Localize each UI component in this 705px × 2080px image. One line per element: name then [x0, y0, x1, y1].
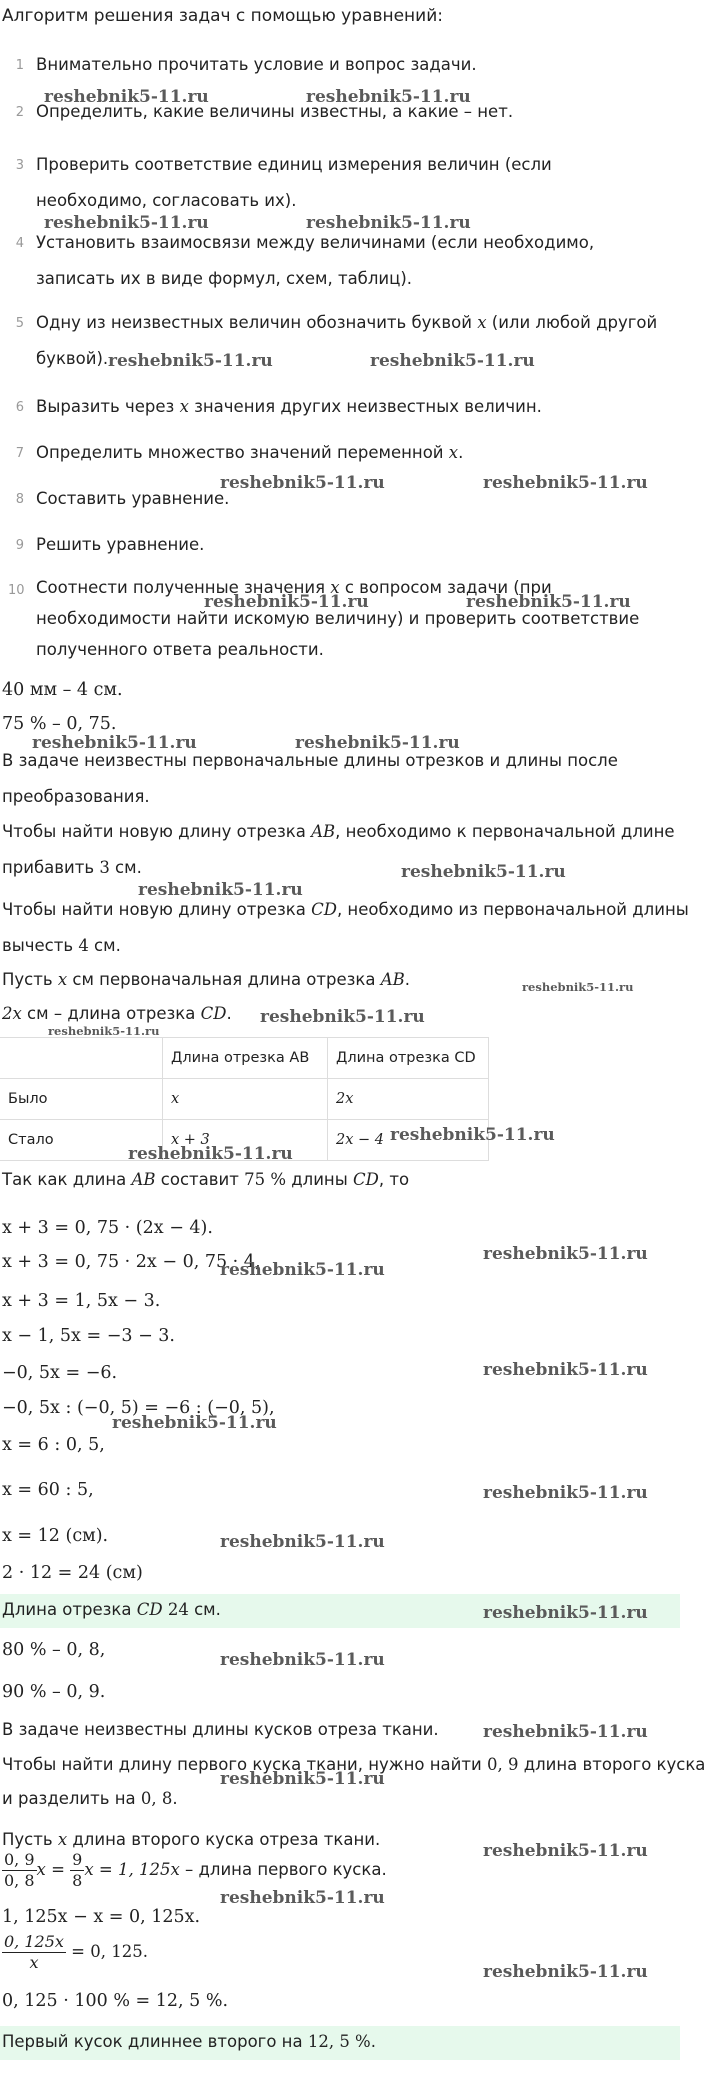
equation: x = 12 (см). — [2, 1526, 109, 1546]
watermark: reshebnik5-11.ru — [306, 87, 471, 107]
watermark: reshebnik5-11.ru — [390, 1125, 555, 1145]
list-text: Определить, какие величины известны, а какие – нет. — [36, 102, 514, 121]
list-number: 8 — [15, 492, 24, 507]
paragraph: 2x см – длина отрезка CD. — [2, 1004, 232, 1023]
watermark: reshebnik5-11.ru — [483, 473, 648, 493]
watermark: reshebnik5-11.ru — [220, 473, 385, 493]
list-number: 9 — [15, 538, 24, 553]
unit-conversion: 90 % – 0, 9. — [2, 1682, 106, 1702]
equation: −0, 5x = −6. — [2, 1363, 118, 1383]
watermark: reshebnik5-11.ru — [108, 351, 273, 371]
list-text: Соотнести полученные значения x с вопросом задачи (при необходимости найти искомую величину) и проверить соответствие полученного ответа реальности. — [36, 578, 640, 659]
watermark: reshebnik5-11.ru — [466, 592, 631, 612]
watermark: reshebnik5-11.ru — [306, 213, 471, 233]
equation: x + 3 = 0, 75 · (2x − 4). — [2, 1218, 213, 1238]
list-number: 3 — [15, 158, 24, 173]
fraction: $\frac{0, 125x}{x}$ — [4, 1932, 64, 1972]
paragraph: преобразования. — [2, 787, 150, 806]
table-cell: x — [163, 1079, 328, 1120]
equation: x + 3 = 1, 5x − 3. — [2, 1291, 161, 1311]
list-text: Определить множество значений переменной x. — [36, 443, 464, 462]
answer-text: Длина отрезка CD 24 см. — [2, 1600, 221, 1619]
watermark: reshebnik5-11.ru — [220, 1888, 385, 1908]
list-number: 7 — [15, 446, 24, 461]
table-cell: 2x — [328, 1079, 489, 1120]
list-text: Одну из неизвестных величин обозначить буквой x (или любой другой буквой). — [36, 313, 658, 368]
list-number: 4 — [15, 236, 24, 251]
paragraph: вычесть 4 см. — [2, 936, 121, 955]
unit-conversion: 40 мм – 4 см. — [2, 680, 123, 700]
equation: −0, 5x : (−0, 5) = −6 : (−0, 5), — [2, 1398, 275, 1418]
paragraph: Чтобы найти новую длину отрезка CD, необходимо из первоначальной длины — [2, 900, 689, 919]
list-text: Проверить соответствие единиц измерения величин (если необходимо, согласовать их). — [36, 155, 552, 210]
list-text: Внимательно прочитать условие и вопрос задачи. — [36, 55, 477, 74]
unit-conversion: 75 % – 0, 75. — [2, 714, 117, 734]
paragraph: Пусть x длина второго куска отреза ткани. — [2, 1830, 381, 1849]
watermark: reshebnik5-11.ru — [220, 1260, 385, 1280]
list-text: Выразить через x значения других неизвестных величин. — [36, 397, 542, 416]
paragraph: Чтобы найти длину первого куска ткани, нужно найти 0, 9 длина второго куска — [2, 1755, 705, 1774]
fraction: $\frac{9}{8}$ — [72, 1850, 83, 1890]
watermark: reshebnik5-11.ru — [370, 351, 535, 371]
paragraph: Так как длина AB составит 75 % длины CD, то — [2, 1170, 410, 1189]
fraction: $\frac{0, 9}{0, 8}$ — [4, 1850, 35, 1890]
watermark: reshebnik5-11.ru — [32, 733, 197, 753]
watermark: reshebnik5-11.ru — [220, 1650, 385, 1670]
watermark: reshebnik5-11.ru — [295, 733, 460, 753]
list-number: 2 — [15, 105, 24, 120]
watermark: reshebnik5-11.ru — [483, 1722, 648, 1742]
equation: $\frac{0, 125x}{x}$ = 0, 125. — [4, 1932, 148, 1972]
watermark: reshebnik5-11.ru — [483, 1244, 648, 1264]
watermark: reshebnik5-11.ru — [204, 592, 369, 612]
equation: $\frac{0, 9}{0, 8}$ x = $\frac{9}{8}$ x = 1, 125x – длина первого куска. — [4, 1850, 387, 1890]
paragraph: Пусть x см первоначальная длина отрезка AB. — [2, 970, 411, 989]
list-number: 6 — [15, 400, 24, 415]
watermark: reshebnik5-11.ru — [260, 1007, 425, 1027]
watermark: reshebnik5-11.ru — [112, 1413, 277, 1433]
equation: x = 6 : 0, 5, — [2, 1435, 105, 1455]
table-row — [0, 1079, 489, 1120]
list-text: Составить уравнение. — [36, 489, 230, 508]
watermark: reshebnik5-11.ru — [483, 1962, 648, 1982]
watermark: reshebnik5-11.ru — [44, 87, 209, 107]
watermark: reshebnik5-11.ru — [483, 1483, 648, 1503]
table-cell: Стало — [0, 1120, 163, 1161]
list-text: Решить уравнение. — [36, 535, 205, 554]
table-cell — [0, 1038, 163, 1079]
table-header: Длина отрезка AB — [163, 1038, 328, 1079]
paragraph: В задаче неизвестны первоначальные длины отрезков и длины после — [2, 751, 618, 770]
list-number: 1 — [15, 58, 24, 73]
equation: 1, 125x − x = 0, 125x. — [2, 1907, 201, 1927]
table-header: Длина отрезка CD — [328, 1038, 489, 1079]
list-text: Установить взаимосвязи между величинами (если необходимо, записать их в виде формул, схем, таблиц). — [36, 233, 595, 288]
list-number: 10 — [8, 583, 25, 598]
page-title: Алгоритм решения задач с помощью уравнений: — [2, 6, 443, 26]
table-cell: Было — [0, 1079, 163, 1120]
list-number: 5 — [15, 316, 24, 331]
watermark: reshebnik5-11.ru — [44, 213, 209, 233]
paragraph: В задаче неизвестны длины кусков отреза ткани. — [2, 1720, 439, 1739]
answer-text: Первый кусок длиннее второго на 12, 5 %. — [2, 2032, 376, 2051]
table-cell: x + 3 — [163, 1120, 328, 1161]
watermark: reshebnik5-11.ru — [220, 1532, 385, 1552]
watermark: reshebnik5-11.ru — [128, 1144, 293, 1164]
watermark: reshebnik5-11.ru — [220, 1769, 385, 1789]
equation: x = 60 : 5, — [2, 1480, 94, 1500]
equation: 0, 125 · 100 % = 12, 5 %. — [2, 1991, 229, 2011]
equation: x − 1, 5x = −3 − 3. — [2, 1326, 175, 1346]
watermark: reshebnik5-11.ru — [483, 1603, 648, 1623]
equation: x + 3 = 0, 75 · 2x − 0, 75 · 4, — [2, 1252, 261, 1272]
table-row — [0, 1038, 489, 1079]
watermark: reshebnik5-11.ru — [483, 1360, 648, 1380]
paragraph: Чтобы найти новую длину отрезка AB, необходимо к первоначальной длине — [2, 822, 675, 841]
paragraph: прибавить 3 см. — [2, 858, 142, 877]
watermark: reshebnik5-11.ru — [522, 980, 634, 994]
table-cell: 2x − 4 — [328, 1120, 489, 1161]
watermark: reshebnik5-11.ru — [401, 862, 566, 882]
paragraph: и разделить на 0, 8. — [2, 1789, 178, 1808]
watermark: reshebnik5-11.ru — [48, 1024, 160, 1038]
watermark: reshebnik5-11.ru — [483, 1841, 648, 1861]
watermark: reshebnik5-11.ru — [138, 880, 303, 900]
unit-conversion: 80 % – 0, 8, — [2, 1640, 106, 1660]
equation: 2 · 12 = 24 (см) — [2, 1563, 143, 1583]
